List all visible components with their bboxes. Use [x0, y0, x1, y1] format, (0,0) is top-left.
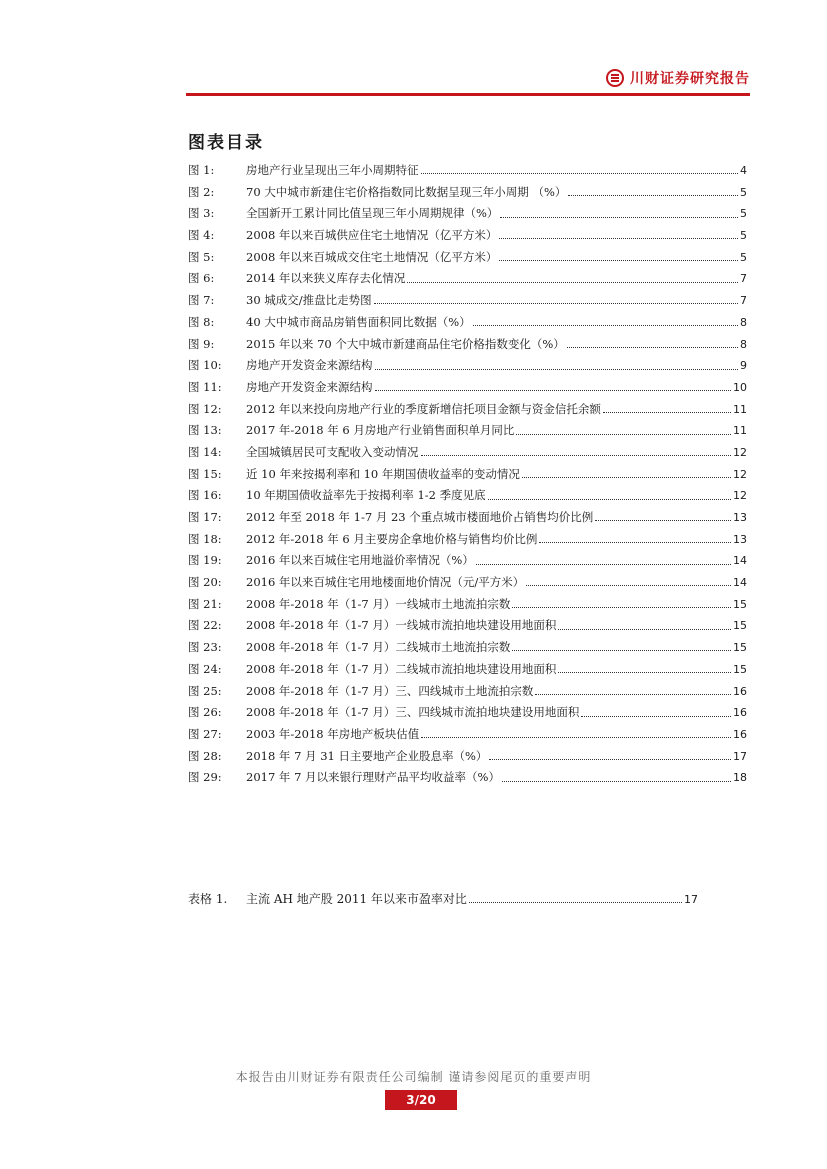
- figure-toc-entry[interactable]: [188, 182, 747, 204]
- entry-page-number: 17: [733, 749, 747, 763]
- figure-list: [188, 160, 747, 789]
- figure-toc-entry[interactable]: [188, 572, 747, 594]
- entry-label: 图 29:: [188, 770, 222, 785]
- entry-title: 房地产行业呈现出三年小周期特征: [246, 163, 419, 177]
- figure-toc-entry[interactable]: [188, 312, 747, 334]
- entry-page-number: 15: [733, 619, 747, 633]
- entry-title: 2008 年-2018 年（1-7 月）二线城市流拍地块建设用地面积: [246, 661, 557, 676]
- entry-page-number: 13: [733, 532, 747, 546]
- entry-title: 2008 年以来百城供应住宅土地情况（亿平方米）: [246, 228, 498, 243]
- entry-title: 2012 年至 2018 年 1-7 月 23 个重点城市楼面地价占销售均价比例: [246, 510, 594, 524]
- dot-leader: [595, 520, 731, 521]
- figure-toc-entry[interactable]: [188, 268, 747, 290]
- entry-label: 图 7:: [188, 293, 215, 308]
- figure-toc-entry[interactable]: [188, 485, 747, 507]
- dot-leader: [499, 260, 738, 261]
- entry-page-number: 14: [733, 554, 747, 568]
- figure-toc-entry[interactable]: [188, 746, 747, 768]
- entry-label: 图 20:: [188, 575, 222, 590]
- entry-page-number: 12: [733, 467, 747, 481]
- dot-leader: [499, 238, 738, 239]
- dot-leader: [603, 412, 731, 413]
- dot-leader: [488, 499, 731, 500]
- header-rule: [186, 93, 750, 96]
- entry-title: 2003 年-2018 年房地产板块估值: [246, 726, 420, 741]
- entry-page-number: 13: [733, 511, 747, 524]
- chuancai-logo-icon: [606, 69, 624, 87]
- entry-label: 图 17:: [188, 510, 222, 524]
- dot-leader: [581, 716, 731, 717]
- entry-label: 图 12:: [188, 401, 222, 416]
- entry-page-number: 11: [733, 424, 747, 438]
- entry-label: 表格 1.: [188, 892, 228, 906]
- entry-page-number: 5: [740, 185, 747, 199]
- entry-title: 2016 年以来百城住宅用地溢价率情况（%）: [246, 553, 474, 568]
- entry-label: 图 25:: [188, 683, 222, 698]
- page-header: [186, 64, 750, 94]
- entry-page-number: 8: [740, 315, 747, 329]
- entry-title: 2012 年-2018 年 6 月主要房企拿地价格与销售均价比例: [246, 531, 538, 546]
- figure-toc-entry[interactable]: [188, 420, 747, 442]
- entry-label: 图 11:: [188, 379, 222, 394]
- entry-label: 图 13:: [188, 423, 222, 438]
- entry-title: 30 城成交/推盘比走势图: [246, 293, 372, 308]
- entry-page-number: 16: [733, 684, 747, 698]
- entry-title: 主流 AH 地产股 2011 年以来市盈率对比: [246, 892, 467, 906]
- entry-label: 图 18:: [188, 531, 222, 546]
- entry-title: 70 大中城市新建住宅价格指数同比数据呈现三年小周期 （%）: [246, 184, 567, 199]
- figure-toc-entry[interactable]: [188, 225, 747, 247]
- figure-toc-entry[interactable]: [188, 290, 747, 312]
- entry-title: 2014 年以来狭义库存去化情况: [246, 271, 406, 286]
- entry-label: 图 15:: [188, 466, 222, 481]
- entry-label: 图 23:: [188, 640, 222, 655]
- entry-page-number: 7: [740, 294, 747, 308]
- entry-page-number: 10: [733, 380, 747, 394]
- figure-toc-entry[interactable]: [188, 247, 747, 269]
- entry-title: 2017 年-2018 年 6 月房地产行业销售面积单月同比: [246, 423, 515, 438]
- figure-toc-entry[interactable]: [188, 334, 747, 356]
- entry-page-number: 15: [733, 662, 747, 676]
- entry-page-number: 8: [740, 337, 747, 351]
- entry-title: 全国新开工累计同比值呈现三年小周期规律（%）: [246, 206, 499, 221]
- entry-label: 图 1:: [188, 163, 215, 177]
- entry-page-number: 14: [733, 576, 747, 590]
- entry-title: 房地产开发资金来源结构: [246, 358, 373, 373]
- entry-page-number: 12: [733, 489, 747, 503]
- figure-toc-entry[interactable]: [188, 615, 747, 637]
- entry-page-number: 12: [733, 445, 747, 459]
- dot-leader: [539, 542, 731, 543]
- entry-page-number: 7: [740, 272, 747, 286]
- dot-leader: [375, 369, 739, 370]
- brand: [606, 68, 750, 88]
- dot-leader: [469, 902, 682, 903]
- dot-leader: [535, 694, 731, 695]
- entry-label: 图 2:: [188, 184, 215, 199]
- footer-disclaimer: 本报告由川财证券有限责任公司编制 谨请参阅尾页的重要声明: [235, 1070, 592, 1084]
- entry-page-number: 9: [740, 359, 747, 373]
- entry-label: 图 14:: [188, 444, 222, 459]
- figure-toc-entry[interactable]: [188, 203, 747, 225]
- dot-leader: [407, 282, 738, 283]
- entry-page-number: 5: [740, 250, 747, 264]
- entry-label: 图 26:: [188, 705, 222, 720]
- entry-title: 2008 年-2018 年（1-7 月）三、四线城市流拍地块建设用地面积: [246, 705, 580, 720]
- dot-leader: [502, 781, 731, 782]
- entry-title: 2008 年-2018 年（1-7 月）一线城市土地流拍宗数: [246, 596, 511, 611]
- entry-label: 图 6:: [188, 271, 215, 286]
- entry-page-number: 5: [740, 229, 747, 243]
- entry-page-number: 18: [733, 771, 747, 785]
- figure-toc-entry[interactable]: [188, 550, 747, 572]
- dot-leader: [522, 477, 731, 478]
- figure-toc-entry[interactable]: [188, 637, 747, 659]
- dot-leader: [558, 629, 731, 630]
- dot-leader: [526, 585, 731, 586]
- dot-leader: [512, 607, 731, 608]
- entry-title: 40 大中城市商品房销售面积同比数据（%）: [246, 314, 471, 329]
- dot-leader: [473, 325, 738, 326]
- entry-label: 图 21:: [188, 596, 222, 611]
- figure-toc-entry[interactable]: [188, 160, 747, 182]
- toc-title: 图表目录: [188, 133, 264, 153]
- brand-text: 川财证券研究报告: [630, 71, 750, 87]
- dot-leader: [375, 390, 732, 391]
- entry-title: 2017 年 7 月以来银行理财产品平均收益率（%）: [246, 770, 500, 785]
- figure-toc-entry[interactable]: [188, 659, 747, 681]
- table-toc-entry[interactable]: [188, 889, 698, 911]
- dot-leader: [421, 173, 739, 174]
- figure-toc-entry[interactable]: [188, 507, 747, 529]
- entry-label: 图 3:: [188, 206, 215, 221]
- dot-leader: [512, 650, 731, 651]
- figure-toc-entry[interactable]: [188, 399, 747, 421]
- entry-label: 图 9:: [188, 336, 215, 351]
- entry-page-number: 15: [733, 597, 747, 611]
- figure-toc-entry[interactable]: [188, 767, 747, 789]
- entry-page-number: 16: [733, 706, 747, 720]
- page-number-badge: 3/20: [385, 1090, 457, 1110]
- entry-label: 图 22:: [188, 618, 222, 633]
- entry-label: 图 24:: [188, 661, 222, 676]
- dot-leader: [516, 434, 731, 435]
- entry-label: 图 16:: [188, 488, 222, 503]
- figure-toc-entry[interactable]: [188, 464, 747, 486]
- figure-toc-entry[interactable]: [188, 724, 747, 746]
- entry-label: 图 5:: [188, 249, 215, 264]
- figure-toc-entry[interactable]: [188, 594, 747, 616]
- entry-label: 图 28:: [188, 748, 222, 763]
- figure-toc-entry[interactable]: [188, 442, 747, 464]
- entry-page-number: 16: [733, 727, 747, 741]
- entry-title: 2015 年以来 70 个大中城市新建商品住宅价格指数变化（%）: [246, 336, 565, 351]
- entry-title: 10 年期国债收益率先于按揭利率 1-2 季度见底: [246, 488, 486, 503]
- entry-title: 2008 年-2018 年（1-7 月）三、四线城市土地流拍宗数: [246, 683, 534, 698]
- figure-toc-entry[interactable]: [188, 681, 747, 703]
- dot-leader: [489, 759, 731, 760]
- entry-title: 2008 年-2018 年（1-7 月）二线城市土地流拍宗数: [246, 640, 511, 655]
- entry-page-number: 4: [740, 164, 747, 177]
- entry-label: 图 19:: [188, 553, 222, 568]
- figure-toc-entry[interactable]: [188, 529, 747, 551]
- dot-leader: [421, 737, 731, 738]
- dot-leader: [476, 564, 731, 565]
- entry-page-number: 11: [733, 402, 747, 416]
- entry-title: 2018 年 7 月 31 日主要地产企业股息率（%）: [246, 748, 488, 763]
- entry-title: 2008 年-2018 年（1-7 月）一线城市流拍地块建设用地面积: [246, 618, 557, 633]
- entry-title: 房地产开发资金来源结构: [246, 379, 373, 394]
- figure-toc-entry[interactable]: [188, 702, 747, 724]
- entry-label: 图 10:: [188, 358, 222, 373]
- entry-title: 全国城镇居民可支配收入变动情况: [246, 444, 419, 459]
- dot-leader: [421, 455, 732, 456]
- entry-page-number: 15: [733, 641, 747, 655]
- dot-leader: [374, 303, 738, 304]
- dot-leader: [568, 195, 738, 196]
- entry-title: 2016 年以来百城住宅用地楼面地价情况（元/平方米）: [246, 575, 525, 590]
- entry-page-number: 5: [740, 207, 747, 221]
- dot-leader: [567, 347, 738, 348]
- entry-title: 2012 年以来投向房地产行业的季度新增信托项目金额与资金信托余额: [246, 401, 601, 416]
- entry-title: 2008 年以来百城成交住宅土地情况（亿平方米）: [246, 249, 498, 264]
- entry-page-number: 17: [684, 893, 698, 906]
- dot-leader: [558, 672, 731, 673]
- entry-label: 图 4:: [188, 228, 215, 243]
- table-list: [188, 889, 698, 911]
- figure-toc-entry[interactable]: [188, 377, 747, 399]
- entry-title: 近 10 年来按揭利率和 10 年期国债收益率的变动情况: [246, 466, 520, 481]
- figure-toc-entry[interactable]: [188, 355, 747, 377]
- entry-label: 图 8:: [188, 314, 215, 329]
- dot-leader: [500, 217, 738, 218]
- entry-label: 图 27:: [188, 726, 222, 741]
